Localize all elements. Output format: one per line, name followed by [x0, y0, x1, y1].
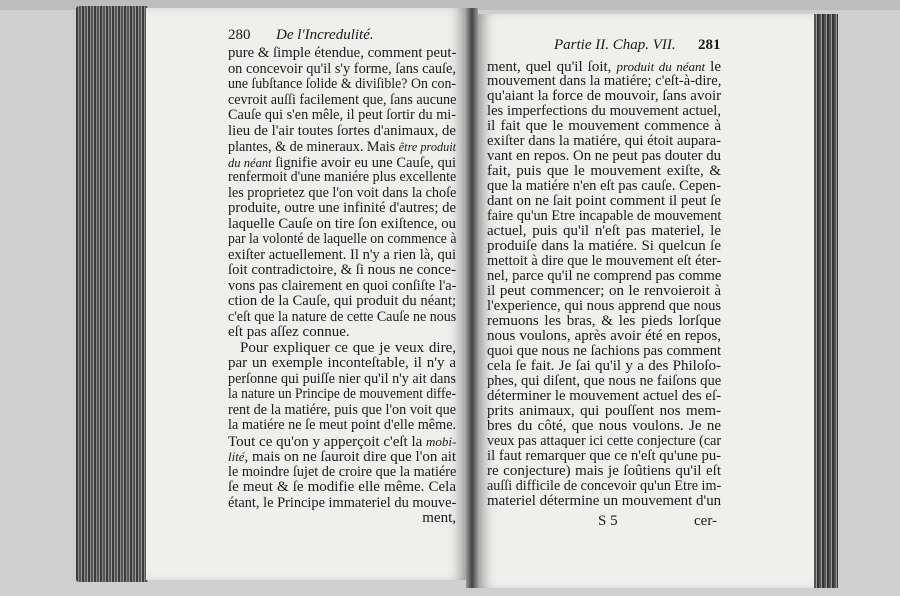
text-span: ſoit contradictoire, & ſi nous ne conce-	[228, 262, 457, 278]
text-line	[487, 299, 721, 314]
text-line	[228, 403, 456, 418]
text-span: une ſubſtance ſolide & diviſible? On con-	[228, 76, 456, 92]
left-page	[146, 8, 466, 580]
text-line	[228, 418, 456, 433]
running-title-left	[276, 28, 374, 43]
running-title-text: De l'Incredulité.	[276, 27, 374, 43]
text-line	[487, 404, 721, 419]
text-span: pure & ſimple étendue, comment peut-	[228, 45, 457, 61]
text-span: lieu de l'air toutes ſortes d'animaux, de	[228, 122, 456, 139]
text-span: la matiére ne ſe meut point d'elle même.	[228, 417, 457, 433]
running-title-right	[554, 38, 676, 53]
text-span: auſſi difficile de concevoir qu'un Etre im-	[487, 478, 722, 494]
text-line	[487, 374, 721, 389]
text-line	[228, 108, 456, 123]
text-span: exiſter dans la matiére, qui étoit aupara-	[487, 133, 721, 149]
text-span: veux pas attaquer ici cette conjecture (car	[487, 433, 722, 449]
text-line	[228, 372, 456, 387]
text-line	[228, 294, 456, 309]
text-line	[487, 74, 721, 89]
text-span: il faut remarquer que ce n'eſt qu'une pu-	[487, 448, 722, 464]
text-span: le moindre ſujet de croire que la matiére	[228, 463, 457, 480]
text-span: par un exemple inconteſtable, il n'y a	[228, 355, 456, 371]
text-span: bres du côté, que nous voulons. Je ne	[487, 418, 721, 434]
text-span: ment,	[422, 510, 456, 526]
text-span: prits animaux, qui pouſſent nos mem-	[487, 403, 721, 419]
text-span: les proprietez que l'on voit dans la choſe	[228, 184, 457, 201]
text-span: eſt pas aſſez connue.	[228, 324, 350, 340]
text-line	[240, 341, 456, 356]
text-line	[228, 496, 456, 511]
text-line	[228, 248, 456, 263]
text-span: il peut commencer; on le renvoieroit à	[487, 283, 721, 299]
text-span: plantes, & de mineraux. Mais	[228, 139, 399, 155]
text-line	[487, 164, 721, 179]
signature-mark: S 5	[598, 513, 618, 529]
text-line	[487, 344, 721, 359]
text-line	[487, 194, 721, 209]
text-span: les imperfections du mouvement actuel,	[487, 103, 721, 119]
text-span: mettoit à dire que le mouvement eſt éter-	[487, 253, 722, 269]
text-span: materiel détermine un mouvement d'un	[487, 493, 722, 509]
text-line	[228, 77, 456, 92]
text-span: laquelle Cauſe on tire ſon exiſtence, ou	[228, 215, 457, 232]
text-span: on concevoir qu'il s'y forme, ſans cauſe,	[228, 60, 456, 77]
text-line	[228, 62, 456, 77]
text-line	[487, 314, 721, 329]
text-line	[228, 46, 456, 61]
text-line	[487, 104, 721, 119]
text-span: c'eſt que la nature de cette Cauſe ne nous	[228, 308, 457, 325]
text-span: le	[705, 59, 721, 75]
text-line	[487, 434, 721, 449]
text-line	[487, 479, 721, 494]
italic-text: mobi-	[426, 433, 457, 449]
text-span: cela ſe fait. Je ſai qu'il y a des Philoſo-	[487, 358, 721, 374]
text-line	[487, 494, 721, 509]
text-line	[228, 186, 456, 201]
text-line	[228, 217, 456, 232]
text-line	[228, 201, 456, 216]
page-number-right: 281	[698, 37, 721, 53]
text-span: qu'aiant la force de mouvoir, ſans avoir	[487, 88, 722, 104]
right-page	[478, 14, 814, 588]
text-span: phes, qui diſent, que nous ne faiſons que	[487, 373, 722, 389]
text-span: , mais on ne ſauroit dire que l'on ait	[244, 449, 456, 465]
text-line	[487, 254, 721, 269]
text-span: actuel, puis qu'il n'eſt pas materiel, le	[487, 223, 721, 239]
text-line	[487, 329, 721, 344]
text-span: que la matiére n'en eſt pas cauſe. Cepen-	[487, 178, 721, 194]
text-span: perſonne qui puiſſe nier qu'il n'y ait dans	[228, 370, 456, 387]
text-span: ſe meut & ſe modifie elle même. Cela	[228, 479, 456, 495]
text-span: déterminer le mouvement actuel des eſ-	[487, 388, 721, 404]
text-span: il fait que le mouvement commence à	[487, 118, 721, 134]
text-line	[487, 419, 721, 434]
text-line	[487, 359, 721, 374]
text-span: exiſter actuellement. Il n'y a rien là, qui	[228, 246, 456, 263]
text-line	[487, 239, 721, 254]
text-line	[487, 89, 721, 104]
text-line	[487, 449, 721, 464]
text-line	[228, 480, 456, 495]
text-line	[228, 325, 456, 340]
italic-text: être produit	[398, 139, 456, 154]
text-span: Cauſe qui s'en mêle, il peut ſortir du mi-	[228, 107, 456, 123]
text-line	[487, 149, 721, 164]
text-line	[228, 511, 456, 526]
text-line	[228, 93, 456, 108]
text-line	[228, 434, 456, 450]
text-span: dant on ne ſait point comment il peut ſe	[487, 193, 721, 209]
text-span: ction de la Cauſe, qui produit du néant;	[228, 293, 457, 309]
text-line	[487, 464, 721, 479]
italic-text: produit du néant	[616, 59, 706, 74]
text-span: étant, le Principe immateriel du mouve-	[228, 494, 457, 511]
catchword: cer-	[694, 513, 718, 529]
text-span: l'experience, qui nous apprend que nous	[487, 298, 722, 314]
right-page-edges	[814, 14, 838, 588]
text-line	[487, 134, 721, 149]
text-span: produiſe dans la matiére. Si quelcun ſe	[487, 238, 721, 254]
text-line	[228, 263, 456, 278]
text-line	[487, 209, 721, 224]
text-span: ſignifie avoir eu une Cauſe, qui	[271, 154, 456, 171]
text-span: Pour expliquer ce que je veux dire,	[240, 339, 456, 356]
text-span: Tout ce qu'on y apperçoit c'eſt la	[228, 433, 427, 450]
text-span: nous voulons, après avoir été en repos,	[487, 328, 721, 344]
text-span: ment, quel qu'il ſoit,	[487, 59, 617, 75]
text-span: faire qu'un Etre incapable de mouvement	[487, 208, 722, 224]
text-span: par la volonté de laquelle on commence à	[228, 231, 457, 247]
text-span: vons pas clairement en quoi conſiſte l'a-	[228, 277, 457, 294]
text-span: la nature un Principe de mouvement diffe-	[228, 386, 456, 402]
text-span: nel, parce qu'il ne comprend pas comme	[487, 268, 722, 284]
text-span: vant en repos. On ne peut pas douter du	[487, 148, 721, 164]
text-line	[228, 170, 456, 185]
text-span: produite, outre une infinité d'autres; de	[228, 200, 456, 216]
text-span: quoi que nous ne ſachions pas comment	[487, 343, 722, 359]
text-span: fait, puis que le mouvement exiſte, &	[487, 163, 721, 179]
page-number-left: 280	[228, 27, 251, 43]
italic-text: du néant	[228, 154, 272, 170]
text-line	[228, 356, 456, 371]
text-span: rent de la matiére, puis que l'on voit que	[228, 401, 456, 418]
text-line	[228, 232, 456, 247]
text-span: re conjecture) mais je ſoûtiens qu'il eſt	[487, 463, 721, 479]
book-gutter	[466, 8, 478, 588]
text-line	[487, 179, 721, 194]
text-line	[228, 124, 456, 139]
text-line	[487, 119, 721, 134]
text-line	[487, 389, 721, 404]
running-title-text: Partie II. Chap. VII.	[554, 37, 676, 53]
text-line	[487, 269, 721, 284]
text-line	[228, 279, 456, 294]
text-line	[228, 310, 456, 325]
italic-text: lité	[228, 449, 245, 464]
text-line	[228, 465, 456, 480]
text-span: remuons les bras, & les pieds lorſque	[487, 313, 721, 329]
left-page-edges	[76, 6, 148, 582]
text-span: cevroit auſſi facilement que, ſans aucune	[228, 91, 457, 108]
text-line	[487, 224, 721, 239]
text-line	[487, 284, 721, 299]
text-span: mouvement dans la matiére; c'eſt-à-dire,	[487, 73, 722, 89]
text-line	[228, 139, 456, 155]
text-line	[228, 387, 456, 402]
text-span: renfermoit d'une maniére plus excellente	[228, 169, 457, 185]
